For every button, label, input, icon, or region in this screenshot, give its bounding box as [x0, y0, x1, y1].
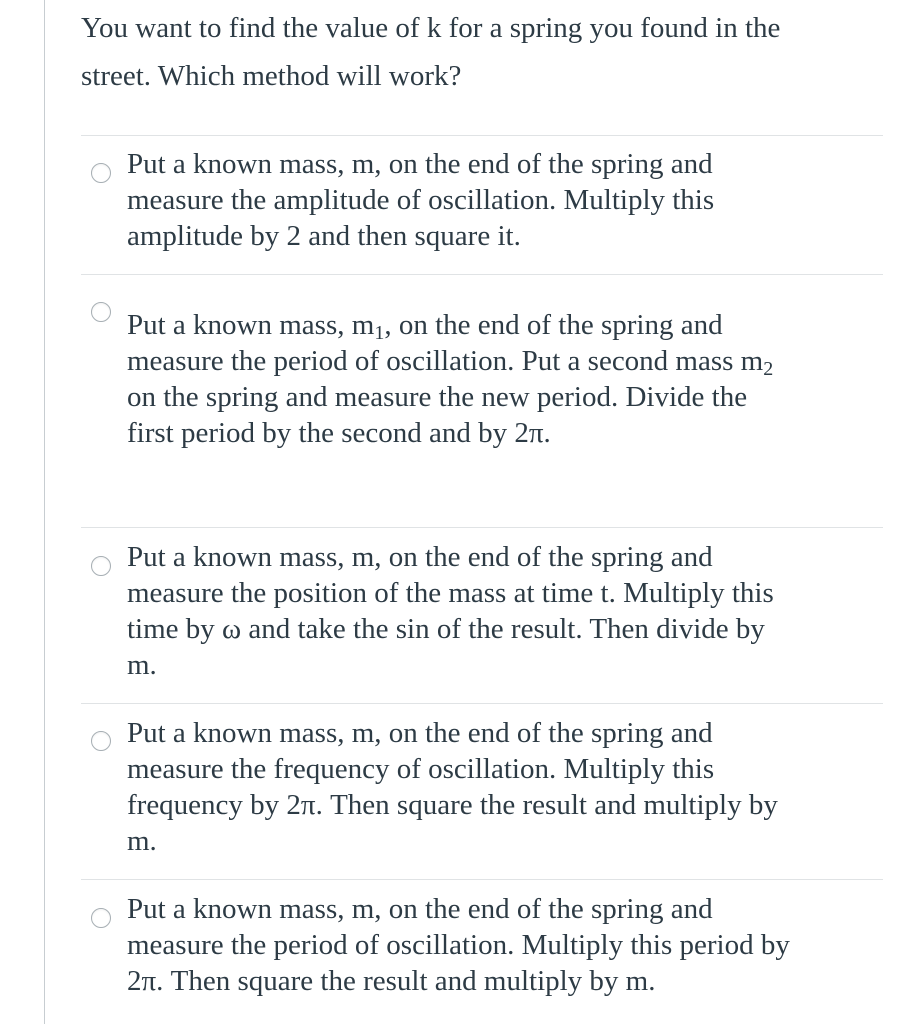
- answer-b-line-1: Put a known mass, $m_1$, on the end of the spring and: [127, 309, 723, 344]
- radio-button-d[interactable]: [91, 731, 111, 751]
- answer-text-c: [127, 539, 877, 683]
- answer-c-line-1: Put a known mass, m, on the end of the spring and: [127, 541, 713, 573]
- answer-e-line-3: 2π. Then square the result and multiply by m.: [127, 965, 656, 997]
- answer-divider: [81, 527, 883, 528]
- answer-a-line-2: measure the amplitude of oscillation. Multiply this: [127, 184, 715, 216]
- radio-button-a[interactable]: [91, 163, 111, 183]
- answer-divider: [81, 274, 883, 275]
- answer-d-line-3: frequency by 2π. Then square the result and multiply by: [127, 789, 778, 821]
- answer-e-line-1: Put a known mass, m, on the end of the spring and: [127, 893, 713, 925]
- answer-text-a: [127, 146, 877, 254]
- answer-b-line-4: first period by the second and by 2π.: [127, 417, 551, 449]
- answer-divider: [81, 135, 883, 136]
- answer-d-line-1: Put a known mass, m, on the end of the spring and: [127, 717, 713, 749]
- answer-a-line-1: Put a known mass, m, on the end of the spring and: [127, 148, 713, 180]
- answer-d-line-4: m.: [127, 825, 157, 857]
- answer-c-line-3: time by ω and take the sin of the result. Then divide by: [127, 613, 765, 645]
- radio-button-c[interactable]: [91, 556, 111, 576]
- answer-c-line-2: measure the position of the mass at time t. Multiply this: [127, 577, 774, 609]
- answer-divider: [81, 703, 883, 704]
- answer-b-line-2: measure the period of oscillation. Put a second mass $m_2$: [127, 345, 774, 380]
- answer-text-b: [127, 307, 877, 451]
- answer-b-line-3: on the spring and measure the new period. Divide the: [127, 381, 748, 413]
- answer-c-line-4: m.: [127, 649, 157, 681]
- question-text: [81, 4, 881, 100]
- radio-button-e[interactable]: [91, 908, 111, 928]
- answer-a-line-3: amplitude by 2 and then square it.: [127, 220, 521, 252]
- answer-e-line-2: measure the period of oscillation. Multiply this period by: [127, 929, 790, 961]
- answer-d-line-2: measure the frequency of oscillation. Multiply this: [127, 753, 715, 785]
- radio-button-b[interactable]: [91, 302, 111, 322]
- answer-text-d: [127, 715, 877, 859]
- answer-text-e: [127, 891, 877, 999]
- answer-divider: [81, 879, 883, 880]
- question-line-1: You want to find the value of k for a spring you found in the: [81, 12, 781, 44]
- question-line-2: street. Which method will work?: [81, 60, 462, 92]
- question-panel: [44, 0, 923, 1024]
